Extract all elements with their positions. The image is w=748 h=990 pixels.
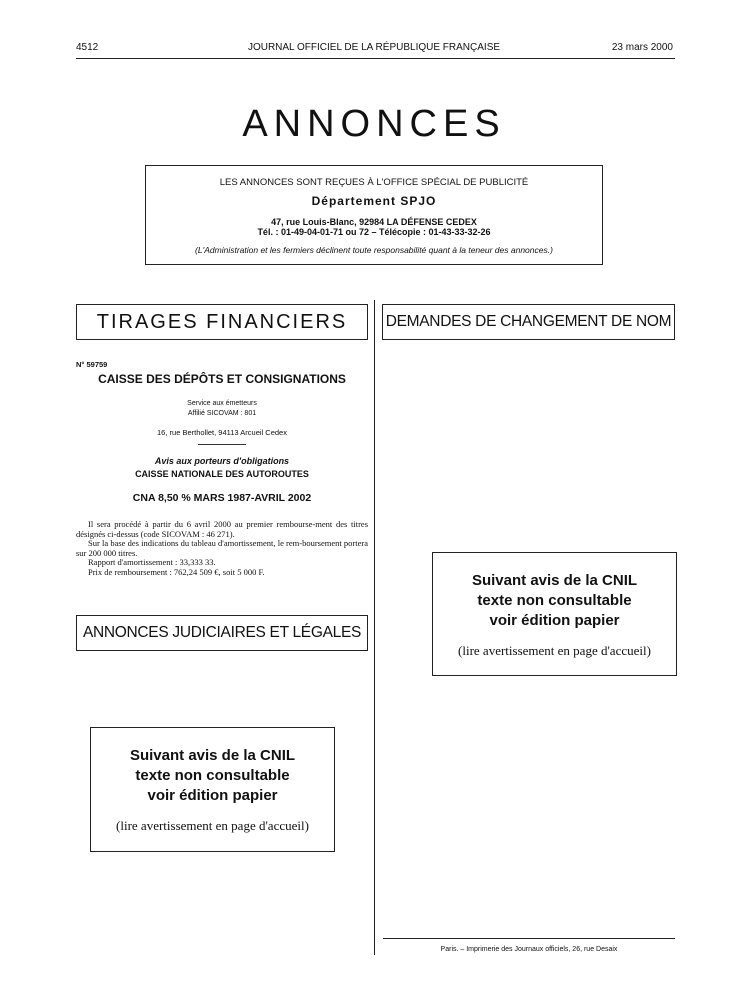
body-paragraph: Sur la base des indications du tableau d'amortissement, le rem-boursement portera sur 200 000 titres. — [76, 538, 368, 558]
announcement-caisse: CAISSE NATIONALE DES AUTOROUTES — [135, 469, 309, 479]
header-rule — [76, 58, 675, 59]
cnil-note: (lire avertissement en page d'accueil) — [116, 818, 309, 833]
announcement-notice-title: Avis aux porteurs d'obligations — [154, 456, 290, 466]
notice-box — [145, 165, 603, 265]
cnil-line: texte non consultable — [135, 767, 290, 784]
section-header-demandes: DEMANDES DE CHANGEMENT DE NOM — [382, 304, 675, 340]
announcement-issuer: CAISSE DES DÉPÔTS ET CONSIGNATIONS — [98, 372, 346, 386]
page-number: 4512 — [76, 42, 99, 53]
announcement-service: Service aux émetteurs — [187, 400, 257, 407]
cnil-note: (lire avertissement en page d'accueil) — [458, 643, 651, 658]
announcement-loan: CNA 8,50 % MARS 1987-AVRIL 2002 — [132, 492, 312, 504]
journal-title: JOURNAL OFFICIEL DE LA RÉPUBLIQUE FRANÇAISE — [247, 42, 501, 53]
notice-intro: LES ANNONCES SONT REÇUES À L'OFFICE SPÉCIAL DE PUBLICITÉ — [219, 177, 529, 188]
body-paragraph: Prix de remboursement : 762,24 509 €, soit 5 000 F. — [88, 566, 265, 577]
notice-disclaimer: (L'Administration et les fermiers déclinent toute responsabilité quant à la teneur des annonces.) — [195, 245, 553, 255]
section-header-judiciaires: ANNONCES JUDICIAIRES ET LÉGALES — [76, 615, 368, 651]
footer-rule — [383, 938, 675, 939]
announcement-address: 16, rue Berthollet, 94113 Arcueil Cedex — [157, 428, 287, 437]
printer-footer: Paris. – Imprimerie des Journaux officiels, 26, rue Desaix — [440, 946, 618, 953]
separator-rule — [198, 444, 246, 445]
notice-department: Département SPJO — [311, 194, 437, 208]
body-paragraph: Rapport d'amortissement : 33,333 33. — [88, 557, 216, 567]
cnil-line: voir édition papier — [147, 787, 278, 804]
cnil-line: Suivant avis de la CNIL — [129, 747, 296, 764]
cnil-line: Suivant avis de la CNIL — [471, 572, 638, 589]
section-header-tirages: TIRAGES FINANCIERS — [76, 304, 368, 340]
issue-date: 23 mars 2000 — [611, 42, 673, 53]
cnil-box-left — [90, 727, 335, 852]
body-paragraph: Il sera procédé à partir du 6 avril 2000 au premier rembourse-ment des titres désignés ci-dessus (code SICOVAM : 46 271). — [76, 519, 368, 539]
cnil-box-right — [432, 552, 677, 676]
announcement-affiliation: Affilié SICOVAM : 801 — [187, 410, 257, 417]
announcement-body — [76, 520, 368, 577]
cnil-line: voir édition papier — [489, 612, 620, 629]
cnil-line: texte non consultable — [477, 592, 632, 609]
column-divider — [374, 300, 375, 955]
notice-phone: Tél. : 01-49-04-01-71 ou 72 – Télécopie : 01-43-33-32-26 — [257, 227, 491, 237]
notice-address: 47, rue Louis-Blanc, 92984 LA DÉFENSE CEDEX — [271, 217, 477, 227]
page-title: ANNONCES — [242, 103, 506, 145]
announcement-number: N° 59759 — [76, 360, 108, 369]
